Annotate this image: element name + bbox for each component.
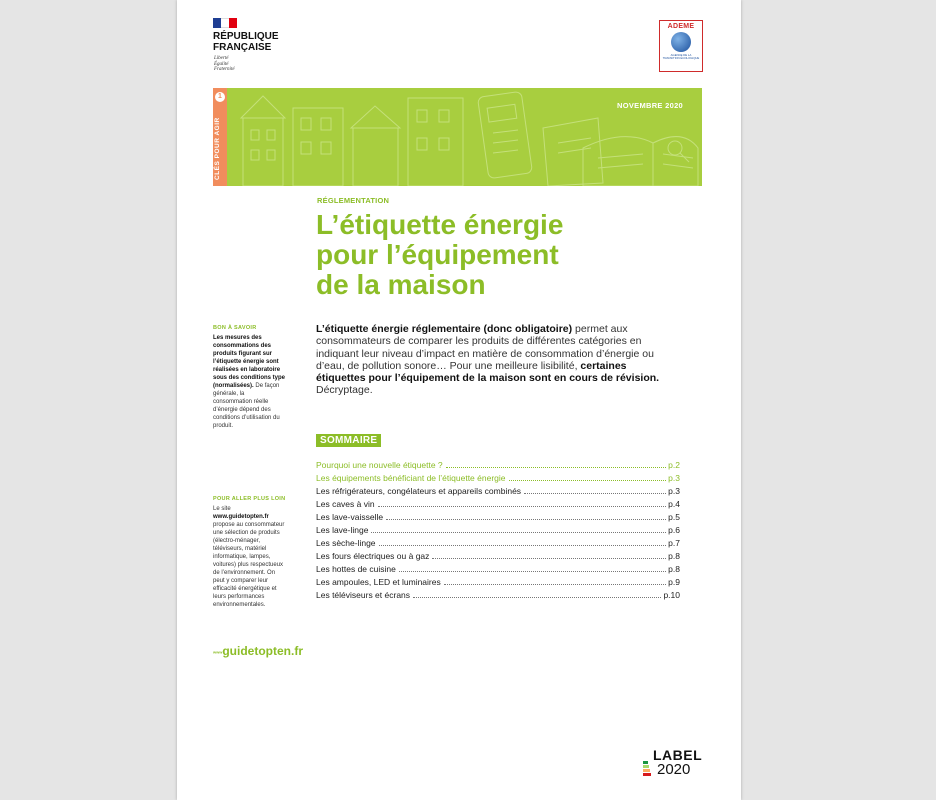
toc-row[interactable] — [316, 459, 680, 472]
clés-pour-agir-strip — [213, 88, 227, 186]
toc-label: Pourquoi une nouvelle étiquette ? — [316, 460, 443, 470]
issue-number: 1 — [215, 92, 225, 102]
toc-label: Les équipements bénéficiant de l’étiquette énergie — [316, 473, 506, 483]
toc-row[interactable] — [316, 576, 680, 589]
toc-row[interactable] — [316, 472, 680, 485]
bon-a-savoir-text: De façon générale, la consommation réelle d’énergie dépend des conditions d’utilisation du produit. — [213, 383, 280, 429]
ademe-name: ADEME — [667, 23, 695, 30]
toc-label: Les lave-vaisselle — [316, 512, 384, 522]
toc-page: p.2 — [668, 460, 680, 470]
collection-label: CLÉS POUR AGIR — [214, 117, 221, 180]
toc-row[interactable] — [316, 550, 680, 563]
toc-page: p.8 — [668, 551, 680, 561]
toc-label: Les ampoules, LED et luminaires — [316, 577, 441, 587]
republic-motto: Liberté Égalité Fraternité — [214, 56, 235, 72]
toc-leader — [371, 532, 666, 533]
toc-leader — [509, 480, 667, 481]
section-label: RÉGLEMENTATION — [317, 196, 390, 205]
toc-leader — [386, 519, 666, 520]
toc-page: p.7 — [668, 538, 680, 548]
toc-row[interactable] — [316, 511, 680, 524]
intro-paragraph: L’étiquette énergie réglementaire (donc obligatoire) permet aux consommateurs de comparer les produits de différentes catégories en indiquant leur niveau d’impact en matière de consommation d’énergie ou d’eau, de pollution sonore… Pour une meilleure lisibilité, certaines étiquettes pour l’équipement de la maison sont en cours de révision. Décryptage. — [316, 323, 660, 397]
toc-label: Les réfrigérateurs, congélateurs et appareils combinés — [316, 486, 522, 496]
toc-label: Les fours électriques ou à gaz — [316, 551, 430, 561]
toc-page: p.10 — [663, 590, 680, 600]
energy-scale-icon — [643, 761, 653, 777]
pour-aller-plus-loin-box — [213, 496, 285, 609]
toc-page: p.9 — [668, 577, 680, 587]
toc-label: Les lave-linge — [316, 525, 369, 535]
pour-aller-heading: POUR ALLER PLUS LOIN — [213, 496, 286, 502]
republic-wordmark: RÉPUBLIQUE FRANÇAISE — [213, 31, 279, 53]
bon-a-savoir-bold-text: Les mesures des consommations des produits figurant sur l’étiquette énergie sont réalisées en laboratoire sous des conditions type (normalisées). — [213, 335, 286, 389]
ademe-subtitle: AGENCE DE LA TRANSITION ÉCOLOGIQUE — [662, 53, 700, 60]
pour-aller-text: propose au consommateur une sélection de produits (électro-ménager, téléviseurs, matériel informatique, lampes, voitures) plus respectueux de l’environnement. On peut y comparer leur efficacité énergétique et leurs performances environnementales. — [213, 522, 285, 608]
toc-page: p.4 — [668, 499, 680, 509]
pour-aller-text-before: Le site — [213, 506, 231, 512]
guidetopten-logo[interactable]: wwwguidetopten.fr — [213, 644, 303, 658]
globe-icon — [671, 32, 691, 52]
toc-page: p.5 — [668, 512, 680, 522]
toc-leader — [379, 545, 667, 546]
toc-row[interactable] — [316, 537, 680, 550]
toc-leader — [444, 584, 666, 585]
toc-leader — [432, 558, 666, 559]
toc-leader — [378, 506, 667, 507]
toc-leader — [446, 467, 667, 468]
toc-row[interactable] — [316, 524, 680, 537]
publication-date: NOVEMBRE 2020 — [617, 101, 684, 110]
toc-row[interactable] — [316, 485, 680, 498]
page-title: L’étiquette énergie pour l’équipement de la maison — [316, 209, 564, 300]
ademe-logo — [659, 20, 703, 72]
label-word: LABEL — [653, 747, 703, 763]
toc-label: Les sèche-linge — [316, 538, 376, 548]
toc-page: p.8 — [668, 564, 680, 574]
topten-link[interactable]: www.guidetopten.fr — [213, 514, 269, 520]
document-page — [177, 0, 741, 800]
sommaire-heading: SOMMAIRE — [316, 434, 381, 447]
toc-page: p.6 — [668, 525, 680, 535]
toc-label: Les téléviseurs et écrans — [316, 590, 411, 600]
toc-leader — [524, 493, 666, 494]
toc-page: p.3 — [668, 486, 680, 496]
toc-page: p.3 — [668, 473, 680, 483]
toc-leader — [399, 571, 666, 572]
toc-label: Les caves à vin — [316, 499, 375, 509]
label-2020-logo — [643, 747, 703, 781]
toc-row[interactable] — [316, 498, 680, 511]
toc-label: Les hottes de cuisine — [316, 564, 396, 574]
toc-leader — [413, 597, 661, 598]
french-flag-icon — [213, 18, 237, 28]
bon-a-savoir-box — [213, 325, 285, 430]
bon-a-savoir-heading: BON À SAVOIR — [213, 325, 257, 331]
toc-row[interactable] — [316, 563, 680, 576]
table-of-contents — [316, 459, 680, 602]
toc-row[interactable] — [316, 589, 680, 602]
label-year: 2020 — [657, 761, 691, 778]
